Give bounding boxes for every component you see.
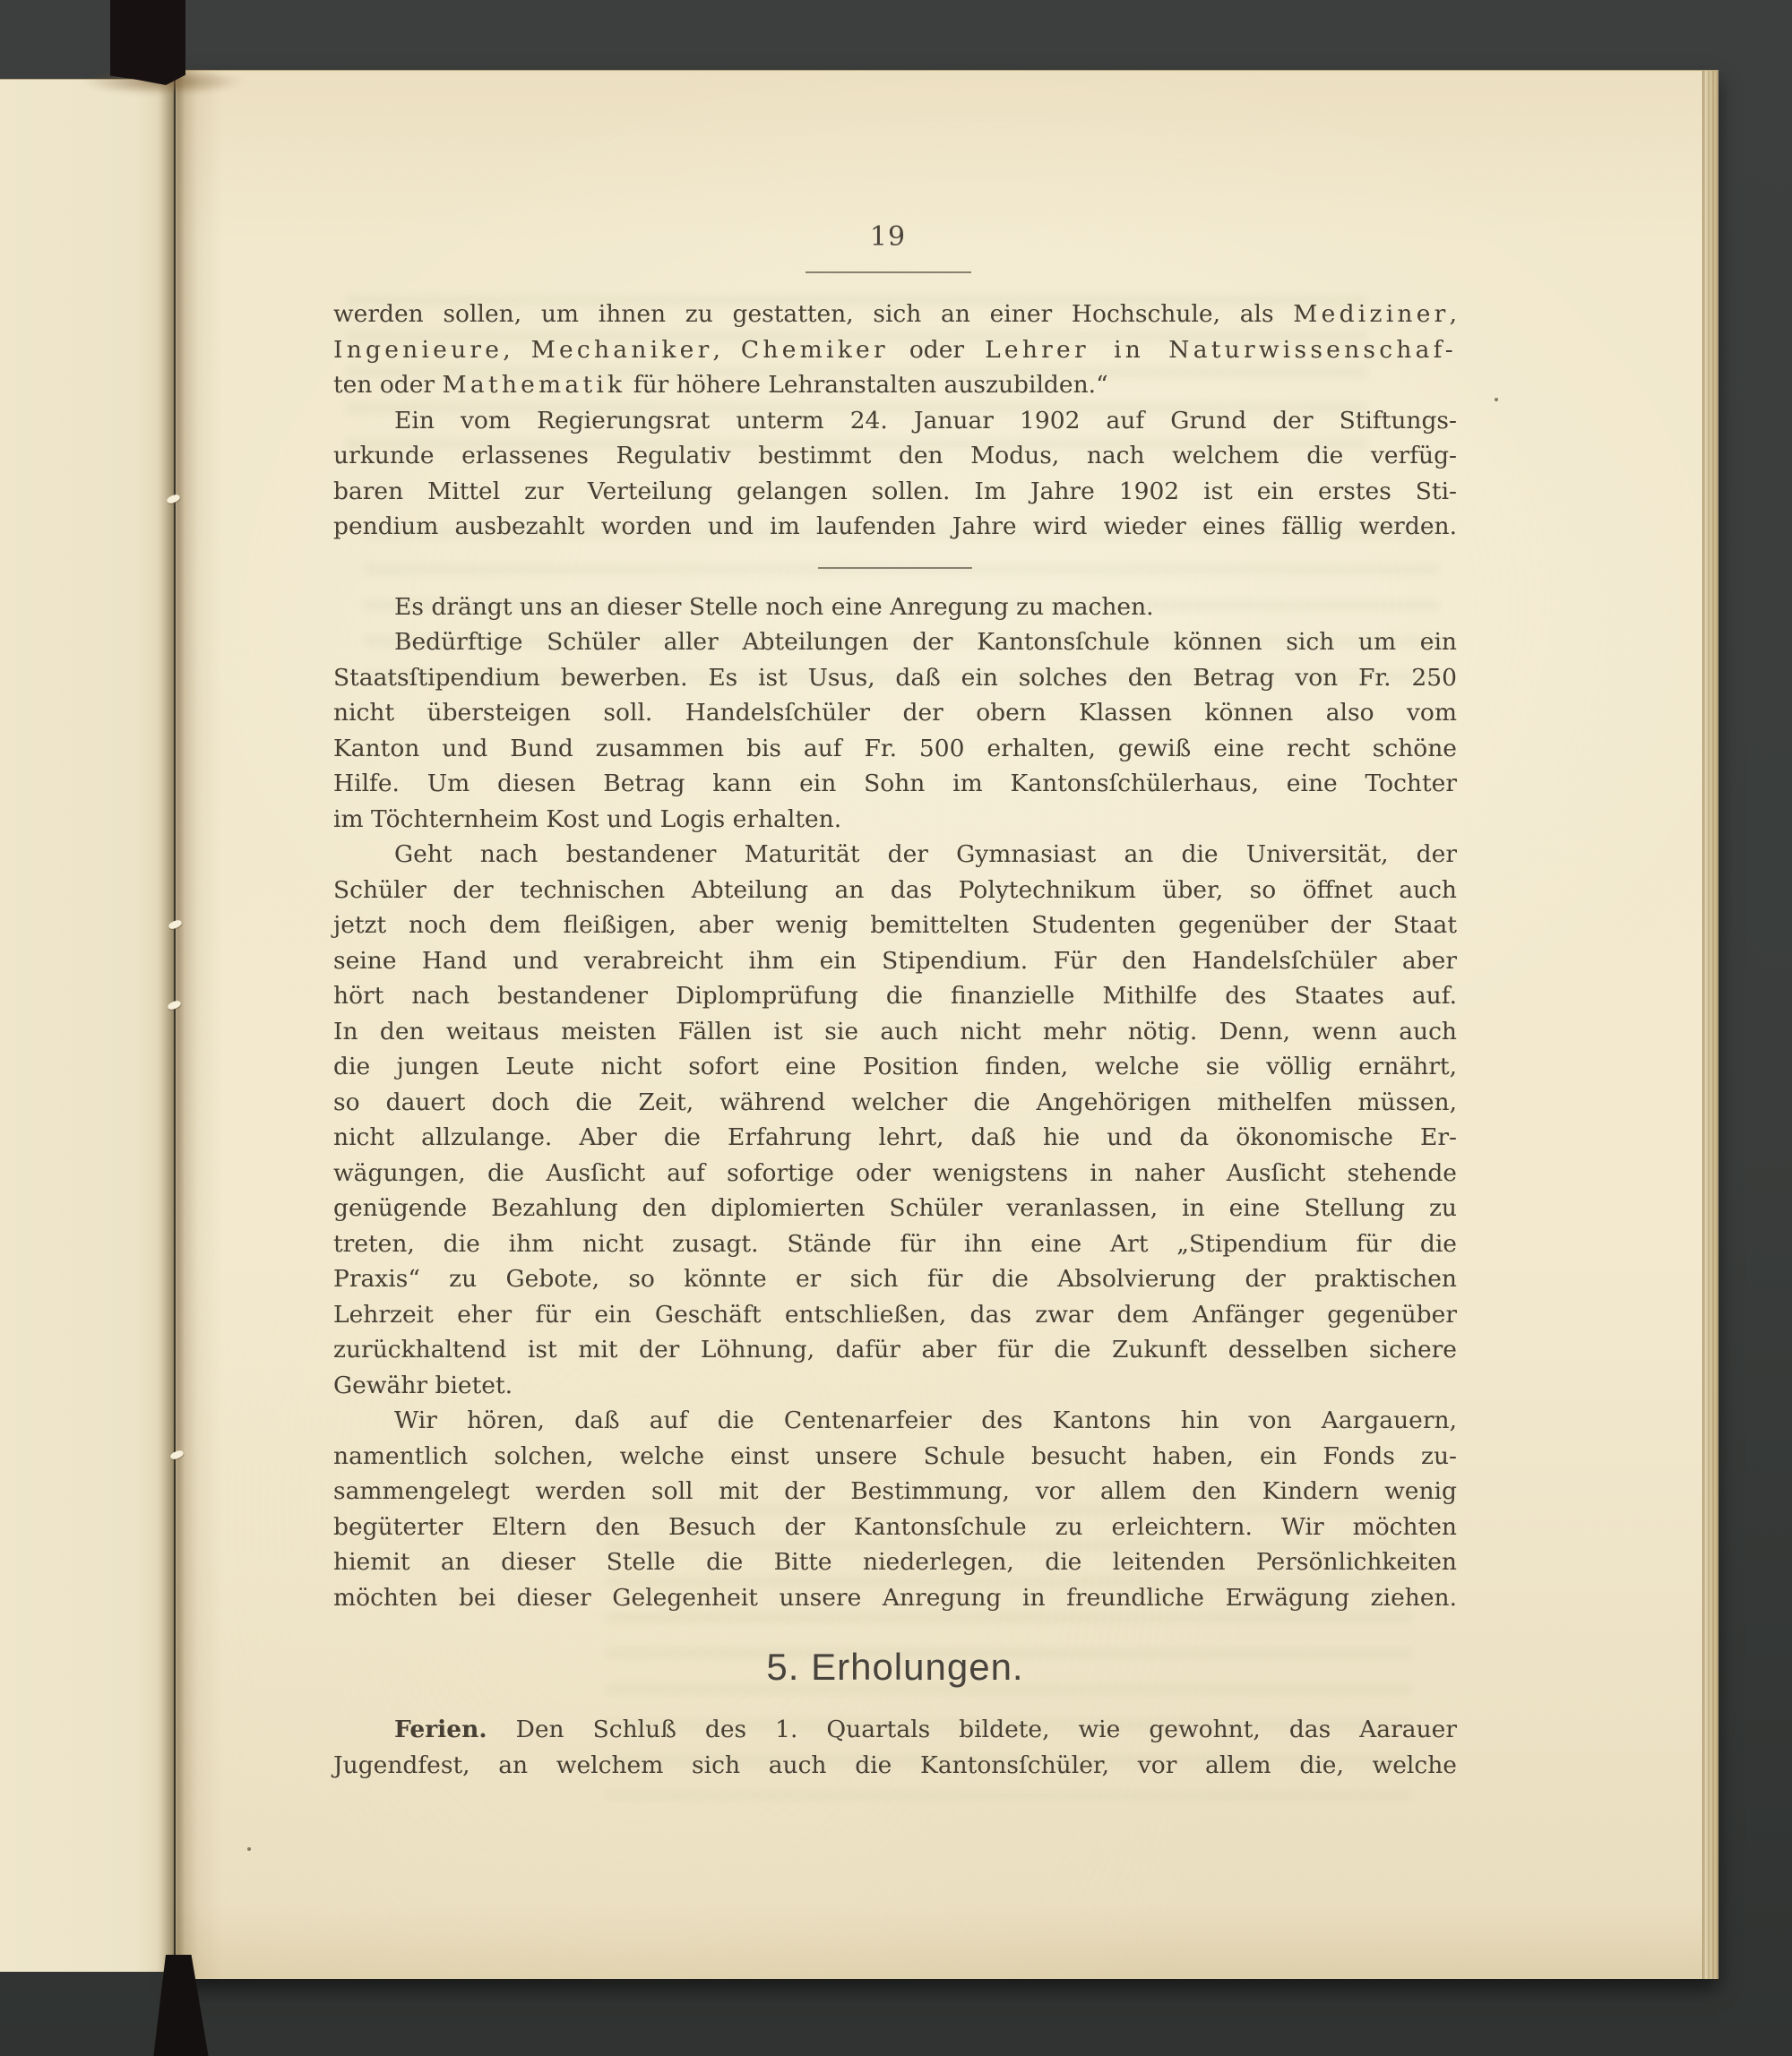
text-line xyxy=(333,1085,1457,1121)
page-number-wrap xyxy=(803,221,973,253)
paragraph xyxy=(333,1403,1457,1615)
text-line xyxy=(333,766,1457,802)
text-run: Den Schluß des 1. Quartals bildete, wie gewohnt, das Aarauer xyxy=(487,1716,1457,1743)
text-run: Praxis“ zu Gebote, so könnte er sich für die Absolvierung der praktischen xyxy=(333,1265,1457,1293)
text-run: , xyxy=(503,335,531,364)
text-run: namentlich solchen, welche einst unsere Schule besucht haben, ein Fonds zu- xyxy=(333,1441,1457,1470)
bookmark-ribbon-top xyxy=(110,0,185,85)
text-line xyxy=(333,1368,1457,1404)
paragraph xyxy=(333,297,1457,403)
text-line xyxy=(333,1580,1457,1616)
text-line xyxy=(333,509,1457,545)
text-run: so dauert doch die Zeit, während welcher die Angehörigen mithelfen müssen, xyxy=(333,1088,1457,1116)
text-run: Gewähr bietet. xyxy=(333,1371,513,1399)
text-run: Wir hören, daß auf die Centenarfeier des Kantons hin von Aargauern, xyxy=(394,1407,1457,1434)
text-line xyxy=(333,1712,1457,1748)
text-run: Lehrer in Naturwissenschaf- xyxy=(985,335,1457,364)
paragraph xyxy=(333,403,1457,545)
text-run: jetzt noch dem fleißigen, aber wenig bemittelten Studenten gegenüber der Staat xyxy=(333,911,1457,939)
text-run: nicht allzulange. Aber die Erfahrung lehrt, daß hie und da ökonomische Er- xyxy=(333,1123,1457,1151)
dust-speck xyxy=(247,1847,251,1851)
dust-speck xyxy=(1495,398,1498,401)
text-run: baren Mittel zur Verteilung gelangen sollen. Im Jahre 1902 ist ein erstes Sti- xyxy=(333,477,1457,505)
text-run: nicht übersteigen soll. Handelsſchüler der obern Klassen können also vom xyxy=(333,699,1457,727)
text-line xyxy=(333,978,1457,1014)
text-run: Es drängt uns an dieser Stelle noch eine Anregung zu machen. xyxy=(394,592,1154,621)
text-line xyxy=(333,1474,1457,1510)
text-run: Mechaniker xyxy=(530,335,713,364)
text-run: begüterter Eltern den Besuch der Kantonsſchule zu erleichtern. Wir möchten xyxy=(333,1512,1457,1541)
text-run: Ein vom Regierungsrat unterm 24. Januar 1902 auf Grund der Stiftungs- xyxy=(394,406,1457,434)
text-line xyxy=(333,660,1457,696)
text-run: Hilfe. Um diesen Betrag kann ein Sohn im Kantonsſchülerhaus, eine Tochter xyxy=(333,770,1457,797)
text-run: wägungen, die Ausſicht auf sofortige oder wenigstens in naher Ausſicht stehende xyxy=(333,1158,1457,1187)
text-run: hört nach bestandener Diplomprüfung die finanzielle Mithilfe des Staates auf. xyxy=(333,982,1457,1010)
text-line xyxy=(333,367,1457,403)
page-number: 19 xyxy=(869,221,907,253)
text-run: möchten bei dieser Gelegenheit unsere Anregung in freundliche Erwägung ziehen. xyxy=(333,1583,1457,1612)
text-run: Schüler der technischen Abteilung an das Polytechnikum über, so öffnet auch xyxy=(333,875,1457,904)
paragraph xyxy=(333,1712,1457,1783)
text-line xyxy=(333,1297,1457,1333)
text-run: , xyxy=(1449,300,1457,328)
text-run: hiemit an dieser Stelle die Bitte niederlegen, die leitenden Persönlichkeiten xyxy=(333,1548,1457,1576)
text-run: urkunde erlassenes Regulativ bestimmt den Modus, nach welchem die verfüg- xyxy=(333,442,1457,469)
text-line xyxy=(333,1439,1457,1475)
text-line xyxy=(333,438,1457,474)
text-line xyxy=(333,1049,1457,1085)
text-line xyxy=(333,474,1457,510)
text-run: Bedürftige Schüler aller Abteilungen der Kantonsſchule können sich um ein xyxy=(394,628,1457,656)
text-line xyxy=(333,403,1457,439)
paragraph xyxy=(333,624,1457,837)
text-run: Ingenieure xyxy=(333,335,504,364)
text-run: oder xyxy=(888,335,986,364)
text-line xyxy=(333,1120,1457,1156)
text-run: genügende Bezahlung den diplomierten Schüler veranlassen, in eine Stellung zu xyxy=(333,1194,1457,1222)
text-line xyxy=(333,1332,1457,1368)
text-line xyxy=(333,1191,1457,1226)
text-line xyxy=(333,332,1457,368)
text-line xyxy=(333,1156,1457,1191)
text-column xyxy=(333,297,1457,1783)
text-run: pendium ausbezahlt worden und im laufenden Jahre wird wieder eines fällig werden. xyxy=(333,512,1457,540)
text-line xyxy=(333,731,1457,767)
section-heading: 5. Erholungen. xyxy=(766,1646,1024,1688)
text-line xyxy=(333,1544,1457,1580)
text-run: Ferien. xyxy=(394,1716,487,1743)
text-run: Chemiker xyxy=(740,335,889,364)
text-line xyxy=(333,1261,1457,1297)
text-run: zurückhaltend ist mit der Löhnung, dafür aber für die Zukunft desselben sichere xyxy=(333,1336,1457,1363)
gutter-crease xyxy=(158,70,199,1978)
text-run: Lehrzeit eher für ein Geschäft entschließen, das zwar dem Anfänger gegenüber xyxy=(333,1300,1457,1329)
text-line xyxy=(333,1403,1457,1439)
text-line xyxy=(333,1014,1457,1050)
book-page xyxy=(176,70,1719,1979)
text-run: seine Hand und verabreicht ihm ein Stipendium. Für den Handelsſchüler aber xyxy=(333,946,1457,975)
text-run: Mathematik xyxy=(442,371,626,399)
text-line xyxy=(333,1226,1457,1262)
text-line xyxy=(333,1510,1457,1545)
paragraph xyxy=(333,589,1457,625)
text-run: für höhere Lehranstalten auszubilden.“ xyxy=(625,371,1108,399)
page-number-rule xyxy=(806,271,971,273)
text-run: werden sollen, um ihnen zu gestatten, sich an einer Hochschule, als xyxy=(333,300,1294,328)
text-run: , xyxy=(712,335,741,364)
text-run: Kanton und Bund zusammen bis auf Fr. 500 erhalten, gewiß eine recht schöne xyxy=(333,734,1457,762)
text-line xyxy=(333,297,1457,332)
text-run: Jugendfest, an welchem sich auch die Kantonsſchüler, vor allem die, welche xyxy=(333,1751,1457,1779)
text-line xyxy=(333,908,1457,943)
text-run: Geht nach bestandener Maturität der Gymnasiast an die Universität, der xyxy=(394,840,1457,868)
text-run: treten, die ihm nicht zusagt. Stände für ihn eine Art „Stipendium für die xyxy=(333,1229,1457,1258)
page-fore-edge xyxy=(1702,71,1719,1979)
text-run: Mediziner xyxy=(1293,300,1450,328)
text-line xyxy=(333,624,1457,660)
text-run: In den weitaus meisten Fällen ist sie auch nicht mehr nötig. Denn, wenn auch xyxy=(333,1017,1457,1045)
text-run: die jungen Leute nicht sofort eine Position finden, welche sie völlig ernährt, xyxy=(333,1053,1457,1080)
text-line xyxy=(333,1748,1457,1784)
text-line xyxy=(333,837,1457,873)
text-run: im Töchternheim Kost und Logis erhalten. xyxy=(333,804,842,833)
section-separator-rule xyxy=(818,567,972,569)
text-line xyxy=(333,695,1457,731)
text-line xyxy=(333,802,1457,838)
text-line xyxy=(333,943,1457,979)
text-line xyxy=(333,873,1457,908)
paragraph xyxy=(333,837,1457,1403)
text-line xyxy=(333,589,1457,625)
text-run: ten oder xyxy=(333,371,443,399)
text-run: Staatsſtipendium bewerben. Es ist Usus, daß ein solches den Betrag von Fr. 250 xyxy=(333,663,1457,692)
text-run: sammengelegt werden soll mit der Bestimmung, vor allem den Kindern wenig xyxy=(333,1477,1457,1505)
left-page-edge xyxy=(0,79,174,1972)
